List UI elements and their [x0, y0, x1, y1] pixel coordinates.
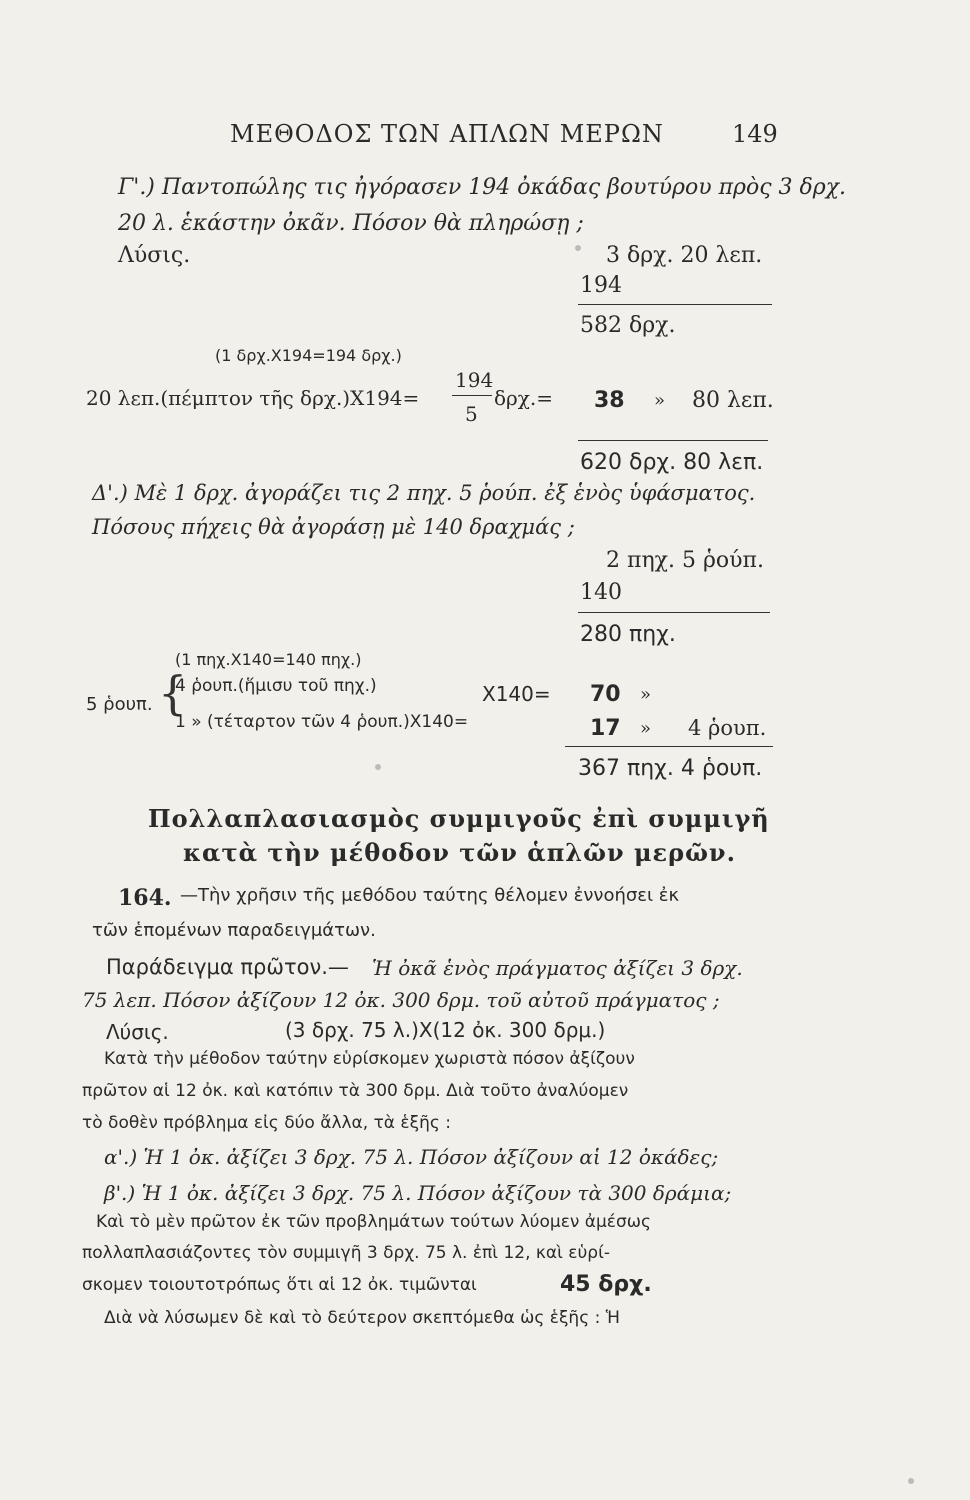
problem-g-note: (1 δρχ.Χ194=194 δρχ.) — [215, 346, 402, 365]
subproblem-a: α'.) Ἡ 1 ὀκ. ἀξίζει 3 δρχ. 75 λ. Πόσον ἀξίζουν αἱ 12 ὀκάδες; — [104, 1145, 719, 1169]
problem-g-20lep-line: 20 λεπ.(πέμπτον τῆς δρχ.)Χ194= — [86, 386, 420, 410]
paper-speck — [908, 1478, 914, 1484]
problem-g-rule-1 — [578, 304, 772, 305]
text-line-p1: Κατὰ τὴν μέθοδον ταύτην εὑρίσκομεν χωριστὰ πόσον ἀξίζουν — [104, 1049, 635, 1069]
paper-speck — [575, 245, 581, 251]
fraction-numerator: 194 — [455, 368, 494, 392]
paragraph-number: 164. — [118, 885, 172, 911]
brace-line2-ditto: » — [640, 718, 652, 739]
problem-d-rule-2 — [565, 746, 773, 747]
page-header-title: ΜΕΘΟΔΟΣ ΤΩΝ ΑΠΛΩΝ ΜΕΡΩΝ — [230, 120, 664, 148]
problem-g-lysis: Λύσις. — [118, 243, 191, 268]
problem-d-calc-row3: 280 πηχ. — [580, 622, 676, 647]
brace-line1-mult: Χ140= — [482, 682, 551, 706]
brace-label: 5 ῥουπ. — [86, 694, 153, 715]
example1-line2: 75 λεπ. Πόσον ἀξίζουν 12 ὀκ. 300 δρμ. τοῦ αὐτοῦ πράγματος ; — [82, 988, 720, 1012]
problem-g-rule-2 — [578, 440, 768, 441]
text-line-q2: πολλαπλασιάζοντες τὸν συμμιγῆ 3 δρχ. 75 λ. ἐπὶ 12, καὶ εὑρί- — [82, 1243, 610, 1263]
subproblem-b: β'.) Ἡ 1 ὀκ. ἀξίζει 3 δρχ. 75 λ. Πόσον ἀξίζουν τὰ 300 δράμια; — [104, 1181, 732, 1205]
section-heading-line2: κατὰ τὴν μέθοδον τῶν ἁπλῶν μερῶν. — [183, 838, 736, 867]
problem-g-calc-row2: 194 — [580, 273, 622, 298]
fraction-denominator: 5 — [465, 402, 478, 426]
text-line-q3-result: 45 δρχ. — [560, 1272, 652, 1297]
text-line-p2: πρῶτον αἱ 12 ὀκ. καὶ κατόπιν τὰ 300 δρμ. Διὰ τοῦτο ἀναλύομεν — [82, 1081, 629, 1101]
brace-line1-text: 4 ῥουπ.(ἥμισυ τοῦ πηχ.) — [175, 676, 377, 696]
problem-d-calc-row2: 140 — [580, 580, 622, 605]
problem-g-value-80: 80 λεπ. — [692, 388, 774, 413]
paper-speck — [375, 764, 381, 770]
problem-d-total: 367 πηχ. 4 ῥουπ. — [578, 756, 763, 781]
para164-line1: —Τὴν χρῆσιν τῆς μεθόδου ταύτης θέλομεν ἐννοήσει ἐκ — [180, 885, 680, 906]
problem-d-calc-row1: 2 πηχ. 5 ῥούπ. — [606, 548, 764, 573]
brace-line1-value: 70 — [590, 682, 621, 707]
problem-g-calc-row3: 582 δρχ. — [580, 313, 676, 338]
example1-lysis-expression: (3 δρχ. 75 λ.)Χ(12 ὀκ. 300 δρμ.) — [285, 1018, 606, 1042]
brace-line1-ditto: » — [640, 684, 652, 705]
section-heading-line1: Πολλαπλασιασμὸς συμμιγοῦς ἐπὶ συμμιγῆ — [148, 804, 770, 833]
text-line-r1: Διὰ νὰ λύσωμεν δὲ καὶ τὸ δεύτερον σκεπτόμεθα ὡς ἑξῆς : Ἡ — [104, 1308, 620, 1328]
problem-g-total: 620 δρχ. 80 λεπ. — [580, 450, 764, 475]
problem-g-line2: 20 λ. ἑκάστην ὀκᾶν. Πόσον θὰ πληρώσῃ ; — [118, 211, 584, 236]
curly-brace-icon: { — [158, 666, 188, 720]
problem-d-rule-1 — [578, 612, 770, 613]
problem-d-line2: Πόσους πήχεις θὰ ἀγοράσῃ μὲ 140 δραχμάς ; — [92, 515, 575, 539]
example1-label: Παράδειγμα πρῶτον.— — [106, 955, 349, 979]
fraction-suffix: δρχ.= — [494, 386, 554, 410]
problem-g-value-38: 38 — [594, 388, 625, 413]
problem-d-line1: Δ'.) Μὲ 1 δρχ. ἀγοράζει τις 2 πηχ. 5 ῥούπ. ἐξ ἑνὸς ὑφάσματος. — [92, 481, 756, 505]
problem-d-note: (1 πηχ.Χ140=140 πηχ.) — [175, 650, 362, 669]
example1-lysis: Λύσις. — [106, 1020, 169, 1044]
example1-line1: Ἡ ὀκᾶ ἑνὸς πράγματος ἀξίζει 3 δρχ. — [372, 956, 743, 980]
problem-g-ditto: » — [654, 390, 666, 411]
page-number: 149 — [732, 120, 778, 148]
brace-line2-text: 1 » (τέταρτον τῶν 4 ῥουπ.)Χ140= — [175, 712, 469, 732]
text-line-q1: Καὶ τὸ μὲν πρῶτον ἐκ τῶν προβλημάτων τούτων λύομεν ἀμέσως — [96, 1212, 651, 1232]
problem-g-line1: Γ'.) Παντοπώλης τις ἠγόρασεν 194 ὀκάδας βουτύρου πρὸς 3 δρχ. — [118, 175, 847, 200]
problem-g-calc-row1: 3 δρχ. 20 λεπ. — [606, 243, 763, 268]
fraction-bar — [452, 395, 492, 396]
brace-line2-value: 17 — [590, 716, 621, 741]
text-line-p3: τὸ δοθὲν πρόβλημα εἰς δύο ἄλλα, τὰ ἑξῆς : — [82, 1113, 451, 1133]
brace-line2-rest: 4 ῥουπ. — [688, 716, 767, 740]
para164-line2: τῶν ἑπομένων παραδειγμάτων. — [92, 920, 376, 941]
text-line-q3: σκομεν τοιουτοτρόπως ὅτι αἱ 12 ὀκ. τιμῶνται — [82, 1275, 477, 1295]
